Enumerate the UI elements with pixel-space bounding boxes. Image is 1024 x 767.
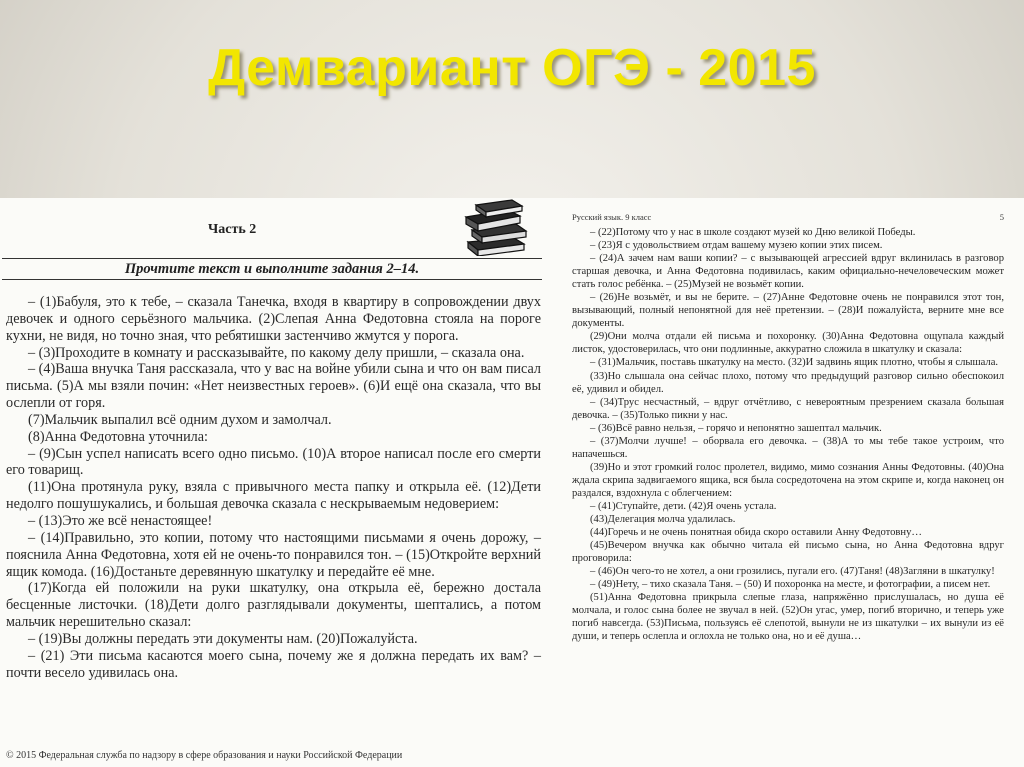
passage-paragraph: – (34)Трус несчастный, – вдруг отчётливо, с невероятным презрением сказала большая девочка. – (35)Только пикни у нас. xyxy=(572,396,1004,421)
passage-left xyxy=(6,294,541,681)
passage-paragraph: – (3)Проходите в комнату и рассказывайте, по какому делу пришли, – сказала она. xyxy=(28,344,525,361)
passage-paragraph: (11)Она протянула руку, взяла с привычного места папку и открыла её. (12)Дети недолго пошушукались, и большая девочка сказала с нескрываемым недоверием: xyxy=(6,479,541,513)
passage-paragraph: – (31)Мальчик, поставь шкатулку на место. (32)И задвинь ящик плотно, чтобы я слышала. xyxy=(590,357,999,369)
stack-of-books-icon xyxy=(462,198,532,256)
passage-paragraph: (51)Анна Федотовна прикрыла слепые глаза, напряжённо прислушалась, но душа её молчала, и голос сына более не звучал в ней. (52)Он угас, умер, погиб вторично, и теперь уже погиб навсегда. (53)Письма, пользуясь её слепотой, вынули не из шкатулки – их вынули из её души, и теперь ослепла и оглохла не только она, но и её душа… xyxy=(572,592,1004,643)
passage-paragraph: (33)Но слышала она сейчас плохо, потому что предыдущий разговор сильно обеспокоил её, удивил и обидел. xyxy=(572,370,1004,395)
passage-paragraph: (44)Горечь и не очень понятная обида скоро оставили Анну Федотовну… xyxy=(590,527,922,539)
exam-page-left xyxy=(0,198,562,767)
passage-paragraph: (45)Вечером внучка как обычно читала ей письмо сына, но Анна Федотовна вдруг проговорила: xyxy=(572,540,1004,565)
passage-right xyxy=(572,226,1004,644)
copyright-footer: © 2015 Федеральная служба по надзору в сфере образования и науки Российской Федерации xyxy=(6,750,403,761)
page-number: 5 xyxy=(999,212,1004,222)
passage-paragraph: – (1)Бабуля, это к тебе, – сказала Танечка, входя в квартиру в сопровождении двух девочек и одного серьёзного мальчика. (2)Слепая Анна Федотовна стояла на пороге кухни, не видя, но точно зная, что ребятишки застенчиво жмутся у порога. xyxy=(6,294,541,344)
passage-paragraph: – (41)Ступайте, дети. (42)Я очень устала. xyxy=(590,500,777,512)
passage-paragraph: – (13)Это же всё ненастоящее! xyxy=(28,512,213,529)
passage-paragraph: – (21) Эти письма касаются моего сына, почему же я должна передать их вам? – почти весело удивилась она. xyxy=(6,647,541,681)
exam-page-right xyxy=(562,198,1024,767)
instruction-box: Прочтите текст и выполните задания 2–14. xyxy=(2,258,542,280)
passage-paragraph: – (37)Молчи лучше! – оборвала его девочка. – (38)А то мы тебе такое устроим, что напачешься. xyxy=(572,435,1004,460)
part-heading: Часть 2 xyxy=(208,222,257,237)
passage-paragraph: (39)Но и этот громкий голос пролетел, видимо, мимо сознания Анны Федотовны. (40)Она ждала скрипа задвигаемого ящика, вся была сосредоточена на этом скрипе и, когда наконец он раздался, вздохнула с облегчением: xyxy=(572,461,1004,499)
passage-paragraph: – (9)Сын успел написать всего одно письмо. (10)А второе написал после его смерти его товарищ. xyxy=(6,445,541,479)
passage-paragraph: – (19)Вы должны передать эти документы нам. (20)Пожалуйста. xyxy=(28,630,418,647)
passage-paragraph: (29)Они молча отдали ей письма и похоронку. (30)Анна Федотовна ощупала каждый листок, удостоверилась, что они подлинные, аккуратно сложила в шкатулку и сказала: xyxy=(572,331,1004,356)
passage-paragraph: – (36)Всё равно нельзя, – горячо и непонятно зашептал мальчик. xyxy=(590,422,882,434)
passage-paragraph: (8)Анна Федотовна уточнила: xyxy=(28,428,208,445)
passage-paragraph: – (22)Потому что у нас в школе создают музей ко Дню великой Победы. xyxy=(590,227,916,238)
passage-paragraph: (17)Когда ей положили на руки шкатулку, она открыла её, бережно достала бесценные листочки. (18)Дети долго разглядывали документы, шептались, а потом мальчик нерешительно сказал: xyxy=(6,580,541,631)
passage-paragraph: – (24)А зачем нам ваши копии? – с вызывающей агрессией вдруг вклинилась в разговор старшая девочка, и Анна Федотовна подивилась, каким официально-нечеловеческим может стать голос ребёнка. – (25)Музей не возьмёт копии. xyxy=(572,253,1004,291)
passage-paragraph: (7)Мальчик выпалил всё одним духом и замолчал. xyxy=(28,411,332,428)
passage-paragraph: – (26)Не возьмёт, и вы не берите. – (27)Анне Федотовне очень не понравился этот тон, вызывающий, полный непонятной для неё претензии. – (28)И пожалуйста, верните мне все документы. xyxy=(572,292,1004,330)
passage-paragraph: – (49)Нету, – тихо сказала Таня. – (50) И похоронка на месте, и фотографии, а писем нет. xyxy=(590,579,991,591)
passage-paragraph: – (4)Ваша внучка Таня рассказала, что у вас на войне убили сына и что он вам писал письма. (5)А мы взяли почин: «Нет неизвестных героев». (6)И ещё она сказала, что вы ослепли от горя. xyxy=(6,361,541,412)
page-header xyxy=(572,212,1004,222)
subject-label: Русский язык. 9 класс xyxy=(572,212,652,222)
passage-paragraph: – (23)Я с удовольствием отдам вашему музею копии этих писем. xyxy=(590,240,883,252)
slide-title: Демвариант ОГЭ - 2015 xyxy=(208,39,816,97)
passage-paragraph: – (14)Правильно, это копии, потому что настоящими письмами я очень дорожу, – пояснила Анна Федотовна, хотя ей не очень-то понравился тон. – (15)Откройте верхний ящик комода. (16)Достаньте деревянную шкатулку и передайте её мне. xyxy=(6,529,541,580)
passage-paragraph: – (46)Он чего-то не хотел, а они грозились, пугали его. (47)Таня! (48)Загляни в шкатулку! xyxy=(590,566,995,578)
passage-paragraph: (43)Делегация молча удалилась. xyxy=(590,514,736,526)
